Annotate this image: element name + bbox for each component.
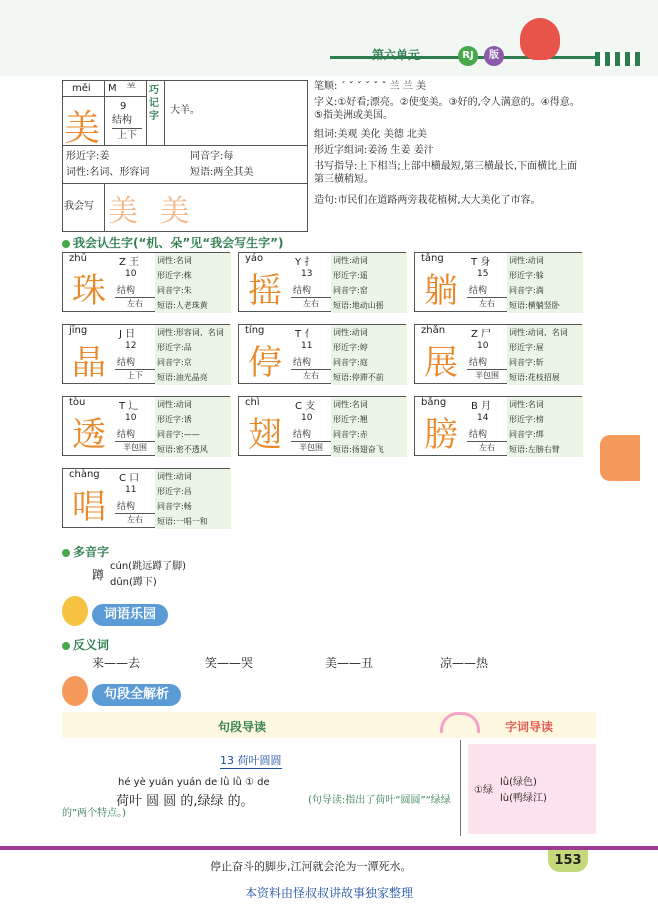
card-info-cx: 词性:动词: [157, 400, 192, 409]
card-info-xj: 形近字:诱: [157, 415, 192, 424]
card-pinyin: tòu: [69, 397, 86, 408]
card-radical: B 月: [471, 401, 492, 412]
card-strokes: 12: [125, 341, 137, 351]
card-radical: T 身: [471, 257, 491, 268]
card-big-char: 珠: [72, 271, 106, 311]
char-card: [414, 324, 582, 384]
card-strokes: 13: [301, 269, 313, 279]
card-pinyin: chàng: [69, 469, 100, 480]
card-big-char: 摇: [248, 271, 282, 311]
write-practice: 美 美: [108, 194, 196, 229]
antonym-pair: 笑——哭: [205, 656, 254, 670]
card-structure: 左右: [467, 297, 507, 309]
card-structure-label: 结构: [117, 430, 136, 440]
passage-note: (句导读:指出了荷叶“圆圆”“绿绿的”两个特点。): [62, 795, 451, 819]
page-number: 153: [548, 850, 588, 872]
card-structure: 左右: [115, 513, 155, 525]
main-radical-glyph: ⺷: [126, 83, 136, 94]
card-big-char: 膀: [424, 415, 458, 455]
card-radical: C 口: [119, 473, 140, 484]
card-info-dy: 短语:横躺竖卧: [509, 301, 560, 310]
side-tab-icon: [600, 435, 640, 481]
card-info-cx: 词性:动词: [509, 256, 544, 265]
card-info-ty: 同音字:斩: [509, 358, 544, 367]
card-info-xj: 形近字:品: [157, 343, 192, 352]
card-pinyin: bǎng: [421, 397, 447, 408]
card-info-cx: 词性:动词、名词: [509, 328, 568, 337]
main-phrase: 短语:两全其美: [190, 167, 254, 178]
main-structure-label: 结构: [112, 115, 132, 126]
antonym-title: [62, 636, 109, 653]
source-line: 本资料由怪叔叔讲故事独家整理: [244, 886, 413, 900]
card-info: [331, 253, 407, 313]
card-strokes: 10: [125, 413, 137, 423]
card-pinyin: zhǎn: [421, 325, 446, 336]
footer-quote: 停止奋斗的脚步,江河就会沦为一潭死水。: [210, 860, 412, 873]
char-card: [62, 252, 230, 312]
card-structure-label: 结构: [469, 286, 488, 296]
polyphone-char: 蹲: [92, 568, 105, 582]
card-structure: 左右: [467, 441, 507, 453]
card-pinyin: tǎng: [421, 253, 444, 264]
char-card: [238, 396, 406, 456]
cartoon-icon: [62, 596, 88, 626]
card-info-cx: 词性:名词: [509, 400, 544, 409]
card-info-ty: 同音字:窑: [333, 286, 368, 295]
card-strokes: 10: [477, 341, 489, 351]
main-similar: 形近字:姜: [66, 151, 110, 162]
guide-left: 句段导读: [218, 720, 267, 734]
antonym-pair: 美——丑: [325, 656, 374, 670]
main-pinyin: měi: [72, 83, 91, 94]
card-info-ty: 同音字:畅: [157, 502, 192, 511]
word-note-r2: lù(鸭绿江): [500, 793, 547, 804]
note-ziyi: 字义:①好看;漂亮。②使变美。③好的,令人满意的。④得意。⑤指美洲或美国。: [314, 97, 580, 121]
main-pos: 词性:名词、形容词: [66, 167, 150, 178]
char-card: [414, 396, 582, 456]
mnemonic-text: 大羊。: [170, 105, 200, 116]
card-info-xj: 形近字:躲: [509, 271, 544, 280]
antonym-pair: 凉——热: [440, 656, 489, 670]
main-radical: M: [108, 83, 117, 94]
unit-label: 第六单元: [372, 48, 421, 62]
card-info-ty: 同音字:京: [157, 358, 192, 367]
mascot-icon: [520, 18, 560, 60]
card-structure-label: 结构: [293, 430, 312, 440]
word-note-r1: lǜ(绿色): [500, 777, 537, 788]
antonym-pair: 来——去: [92, 656, 141, 670]
guide-right: 字词导读: [505, 720, 554, 734]
passage-text: 荷叶 圆 圆 的,绿绿 的。: [116, 794, 254, 809]
card-big-char: 停: [248, 343, 282, 383]
card-strokes: 11: [125, 485, 137, 495]
card-structure-label: 结构: [469, 430, 488, 440]
bullet-icon: [62, 549, 70, 557]
char-card: [238, 324, 406, 384]
card-strokes: 11: [301, 341, 313, 351]
passage-title: 13 荷叶圆圆: [220, 754, 282, 767]
card-radical: Z 王: [119, 257, 140, 268]
card-structure-label: 结构: [469, 358, 488, 368]
card-info-xj: 形近字:屉: [509, 343, 544, 352]
card-info-xj: 形近字:株: [157, 271, 192, 280]
card-info: [155, 325, 231, 385]
card-structure: 上下: [115, 369, 155, 381]
card-info: [507, 325, 583, 385]
card-structure: 半包围: [115, 441, 155, 453]
card-structure: 左右: [291, 369, 331, 381]
card-info-xj: 形近字:昌: [157, 487, 192, 496]
card-structure-label: 结构: [117, 286, 136, 296]
main-strokes: 9: [120, 101, 127, 112]
badge-rj: RJ: [458, 46, 478, 66]
cartoon-icon: [62, 676, 88, 706]
card-info-ty: 同音字:淌: [509, 286, 544, 295]
note-zaoju: 造句:市民们在道路两旁栽花植树,大大美化了市容。: [314, 195, 541, 206]
main-structure: 上下: [112, 128, 142, 142]
note-zuci: 组词:美观 美化 美德 北美: [314, 129, 427, 140]
card-info-ty: 同音字:赤: [333, 430, 368, 439]
main-homophone: 同音字:每: [190, 151, 234, 162]
card-big-char: 透: [72, 415, 106, 455]
card-info-dy: 短语:人老珠黄: [157, 301, 208, 310]
bullet-icon: [62, 240, 70, 248]
card-info-xj: 形近字:婷: [333, 343, 368, 352]
card-info-cx: 词性:名词: [157, 256, 192, 265]
card-info-dy: 短语:一唱一和: [157, 517, 208, 526]
card-info-cx: 词性:动词: [157, 472, 192, 481]
card-info-dy: 短语:左膀右臂: [509, 445, 560, 454]
card-structure-label: 结构: [293, 358, 312, 368]
char-card: [62, 324, 230, 384]
card-pinyin: tíng: [245, 325, 265, 336]
card-big-char: 晶: [72, 343, 106, 383]
bullet-icon: [62, 642, 70, 650]
card-info: [331, 325, 407, 385]
antonym-title-text: 反义词: [73, 638, 110, 652]
polyphone-title-text: 多音字: [73, 545, 110, 559]
card-radical: T 辶: [119, 401, 139, 412]
card-structure: 左右: [291, 297, 331, 309]
card-info: [155, 397, 231, 457]
card-info-ty: 同音字:绑: [509, 430, 544, 439]
card-info-xj: 形近字:榜: [509, 415, 544, 424]
mnemonic-label: 巧记字: [149, 85, 159, 122]
write-label: 我会写: [64, 201, 94, 212]
card-strokes: 15: [477, 269, 489, 279]
note-sxzd: 书写指导:上下相当;上部中横最短,第三横最长,下面横比上面第三横稍短。: [314, 161, 578, 185]
section-recognize-title: [62, 234, 284, 251]
card-big-char: 唱: [72, 487, 106, 527]
card-pinyin: jīng: [69, 325, 88, 336]
word-note-num: ①绿: [474, 785, 493, 796]
card-info-dy: 短语:花枝招展: [509, 373, 560, 382]
card-info: [507, 253, 583, 313]
note-xjzc: 形近字组词:姜汤 生姜 姜汁: [314, 145, 434, 156]
char-card: [62, 468, 230, 528]
note-bishun: 笔顺: ˊ ˇ ˇ ˇ ˇ ˇ 兰 兰 美: [314, 81, 426, 92]
card-pinyin: zhū: [69, 253, 87, 264]
checker-decoration: [595, 52, 640, 66]
char-card: [238, 252, 406, 312]
polyphone-reading-1: cún(跳远蹲了脚): [110, 561, 186, 572]
card-info: [155, 469, 231, 529]
card-structure-label: 结构: [117, 502, 136, 512]
passage-pinyin: hé yè yuán yuán de lǜ lǜ ① de: [118, 777, 270, 788]
card-structure: 左右: [115, 297, 155, 309]
tab-juduan: 句段全解析: [92, 684, 181, 706]
polyphone-reading-2: dūn(蹲下): [110, 577, 157, 588]
card-strokes: 14: [477, 413, 489, 423]
card-info: [331, 397, 407, 457]
card-info-cx: 词性:名词: [333, 400, 368, 409]
card-info-dy: 短语:密不透风: [157, 445, 208, 454]
card-info-xj: 形近字:遥: [333, 271, 368, 280]
card-info-ty: 同音字:——: [157, 430, 200, 439]
card-info-dy: 短语:停滞不前: [333, 373, 384, 382]
card-big-char: 翅: [248, 415, 282, 455]
card-big-char: 展: [424, 343, 458, 383]
main-big-char: 美: [64, 108, 101, 149]
card-radical: Y 扌: [295, 257, 315, 268]
polyphone-title: [62, 543, 109, 560]
card-structure: 半包围: [467, 369, 507, 381]
card-big-char: 躺: [424, 271, 458, 311]
card-info-dy: 短语:油光晶亮: [157, 373, 208, 382]
card-radical: C 支: [295, 401, 316, 412]
card-radical: T 亻: [295, 329, 315, 340]
card-info: [507, 397, 583, 457]
badge-edition: 版: [484, 46, 504, 66]
card-info: [155, 253, 231, 313]
card-info-ty: 同音字:朱: [157, 286, 192, 295]
char-card: [414, 252, 582, 312]
card-info-dy: 短语:扬翅奋飞: [333, 445, 384, 454]
tab-ciyuleyuan: 词语乐园: [92, 604, 168, 626]
section-recognize-text: 我会认生字(“机、朵”见“我会写生字”): [73, 236, 284, 250]
card-strokes: 10: [125, 269, 137, 279]
card-info-cx: 词性:动词: [333, 328, 368, 337]
card-radical: J 日: [119, 329, 136, 340]
card-info-cx: 词性:形容词、名词: [157, 328, 224, 337]
card-structure: 半包围: [291, 441, 331, 453]
card-structure-label: 结构: [117, 358, 136, 368]
card-structure-label: 结构: [293, 286, 312, 296]
card-info-dy: 短语:地动山摇: [333, 301, 384, 310]
card-pinyin: yáo: [245, 253, 264, 264]
card-info-ty: 同音字:庭: [333, 358, 368, 367]
card-radical: Z 尸: [471, 329, 492, 340]
card-strokes: 10: [301, 413, 313, 423]
card-pinyin: chì: [245, 397, 260, 408]
card-info-xj: 形近字:翘: [333, 415, 368, 424]
char-card: [62, 396, 230, 456]
card-info-cx: 词性:动词: [333, 256, 368, 265]
